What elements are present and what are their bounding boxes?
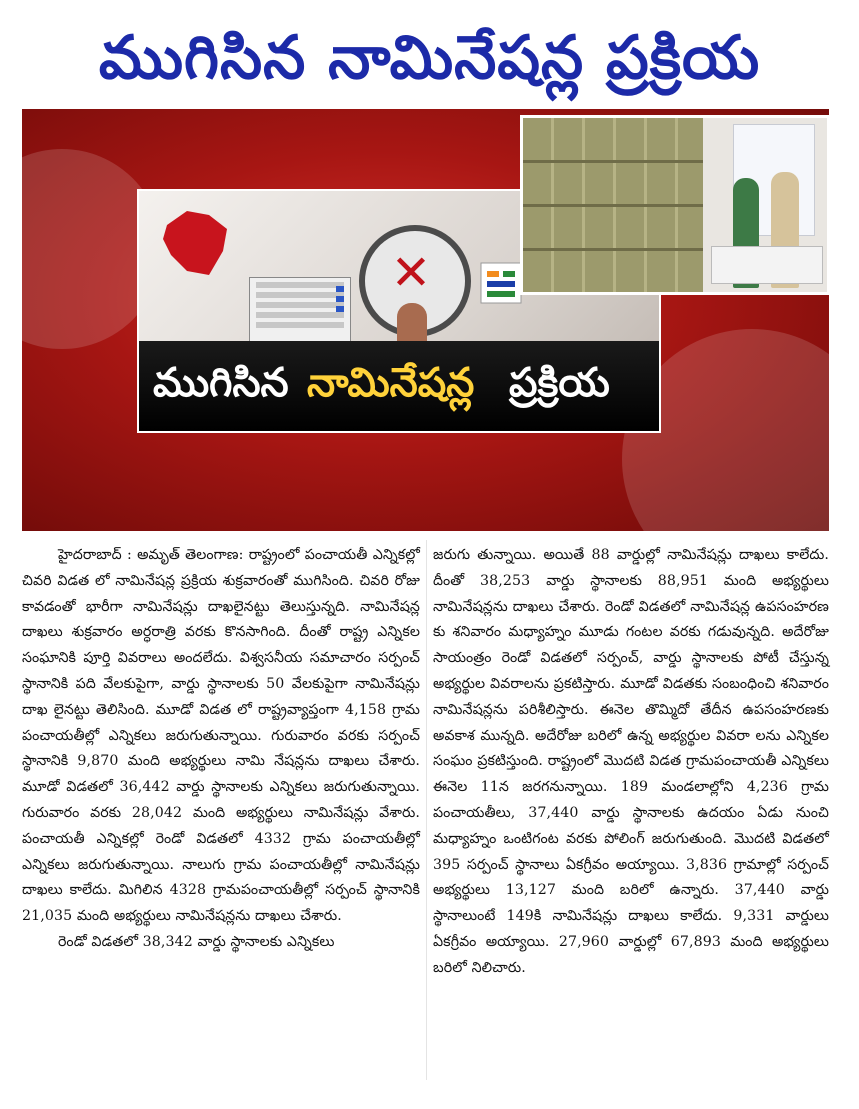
overlay-title-word: ముగిసిన [153, 360, 289, 406]
cross-mark-icon: ✕ [390, 245, 432, 301]
evm-machine-icon [249, 277, 351, 349]
article-column-left [22, 543, 420, 956]
article-paragraph: రెండో విడతలో 38,342 వార్డు స్థానాలకు ఎన్నికలు [58, 933, 335, 950]
column-divider [426, 540, 427, 1080]
telangana-map-icon [157, 205, 237, 285]
page-headline: ముగిసిన నామినేషన్ల ప్రక్రియ [98, 23, 761, 93]
overlay-title-highlight: నామినేషన్ల [307, 360, 475, 406]
election-commission-logo-icon [479, 261, 523, 305]
article-paragraph: జరుగు తున్నాయి. అయితే 88 వార్డుల్లో నామినేషన్లు దాఖలు కాలేదు. దీంతో 38,253 వార్డు స్థానాలకు 88,951 మంది అభ్యర్థులు నామినేషన్లను దాఖలు చేశారు. రెండో విడతలో నామినేషన్ల ఉపసంహరణ కు శనివారం మధ్యాహ్నం మూడు గంటల వరకు గడువున్నది. అదేరోజు సాయంత్రం రెండో విడతలో సర్పంచ్, వార్డు స్థానాలకు పోటీ చేస్తున్న అభ్యర్థుల వివరాలను ప్రకటిస్తారు. మూడో విడతకు సంబంధించి శనివారం నామినేషన్లను పరిశీలిస్తారు. ఈనెల తొమ్మిదో తేదీన ఉపసంహరణకు అవకాశ మున్నది. అదేరోజు బరిలో ఉన్న అభ్యర్థుల వివరా లను ఎన్నికల సంఘం ప్రకటిస్తుంది. రాష్ట్రంలో మొదటి విడత గ్రామపంచాయతీ ఎన్నికలు ఈనెల 11న జరగనున్నాయి. 189 మండలాల్లోని 4,236 గ్రామ పంచాయతీలు, 37,440 వార్డు స్థానాలకు ఉదయం ఏడు నుంచి మధ్యాహ్నం ఒంటిగంట వరకు పోలింగ్ జరుగుతుంది. మొదటి విడతలో 395 సర్పంచ్ స్థానాలు ఏకగ్రీవం అయ్యాయి. 3,836 గ్రామాల్లో సర్పంచ్ అభ్యర్థులు 13,127 మంది బరిలో ఉన్నారు. 37,440 వార్డు స్థానాలుంటే 149కి నామినేషన్లు దాఖలు కాలేదు. 9,331 వార్డులు ఏకగ్రీవం అయ్యాయి. 27,960 వార్డుల్లో 67,893 మంది అభ్యర్థులు బరిలో నిలిచారు. [433, 547, 829, 976]
ballot-boxes-photo [520, 115, 829, 295]
article-column-right [433, 543, 829, 982]
news-image [22, 109, 829, 531]
desk [711, 246, 823, 284]
overlay-title-word: ప్రక్రియ [509, 360, 610, 406]
overlay-title-band [139, 341, 659, 431]
article-paragraph: హైదరాబాద్ : అమృత్ తెలంగాణ: రాష్ట్రంలో పంచాయతీ ఎన్నికల్లో చివరి విడత లో నామినేషన్ల ప్రక్రియ శుక్రవారంతో ముగిసింది. చివరి రోజు కావడంతో భారీగా నామినేషన్లు దాఖలైనట్టు తెలుస్తున్నది. నామినేషన్ల దాఖలు శుక్రవారం అర్ధరాత్రి వరకు కొనసాగింది. దీంతో రాష్ట్ర ఎన్నికల సంఘానికి పూర్తి వివరాలు అందలేదు. విశ్వసనీయ సమాచారం సర్పంచ్ స్థానానికి పది వేలకుపైగా, వార్డు స్థానాలకు 50 వేలకుపైగా నామినేషన్లు దాఖ లైనట్టు తెలిసింది. మూడో విడత లో రాష్ట్రవ్యాప్తంగా 4,158 గ్రామ పంచాయతీల్లో ఎన్నికలు జరుగుతున్నాయి. గురువారం వరకు సర్పంచ్ స్థానానికి 9,870 మంది అభ్యర్థులు నామి నేషన్లను దాఖలు చేశారు. మూడో విడతలో 36,442 వార్డు స్థానాలకు ఎన్నికలు జరుగుతున్నాయి. గురువారం వరకు 28,042 మంది అభ్యర్థులు నామినేషన్లు వేశారు. పంచాయతీ ఎన్నికల్లో రెండో విడతలో 4332 గ్రామ పంచాయతీల్లో ఎన్నికలు జరుగుతున్నాయి. నాలుగు గ్రామ పంచాయతీల్లో నామినేషన్లు దాఖలు కాలేదు. మిగిలిన 4328 గ్రామపంచాయతీల్లో సర్పంచ్ స్థానానికి 21,035 మంది అభ్యర్థులు నామినేషన్లను దాఖలు చేశారు. [22, 547, 420, 925]
